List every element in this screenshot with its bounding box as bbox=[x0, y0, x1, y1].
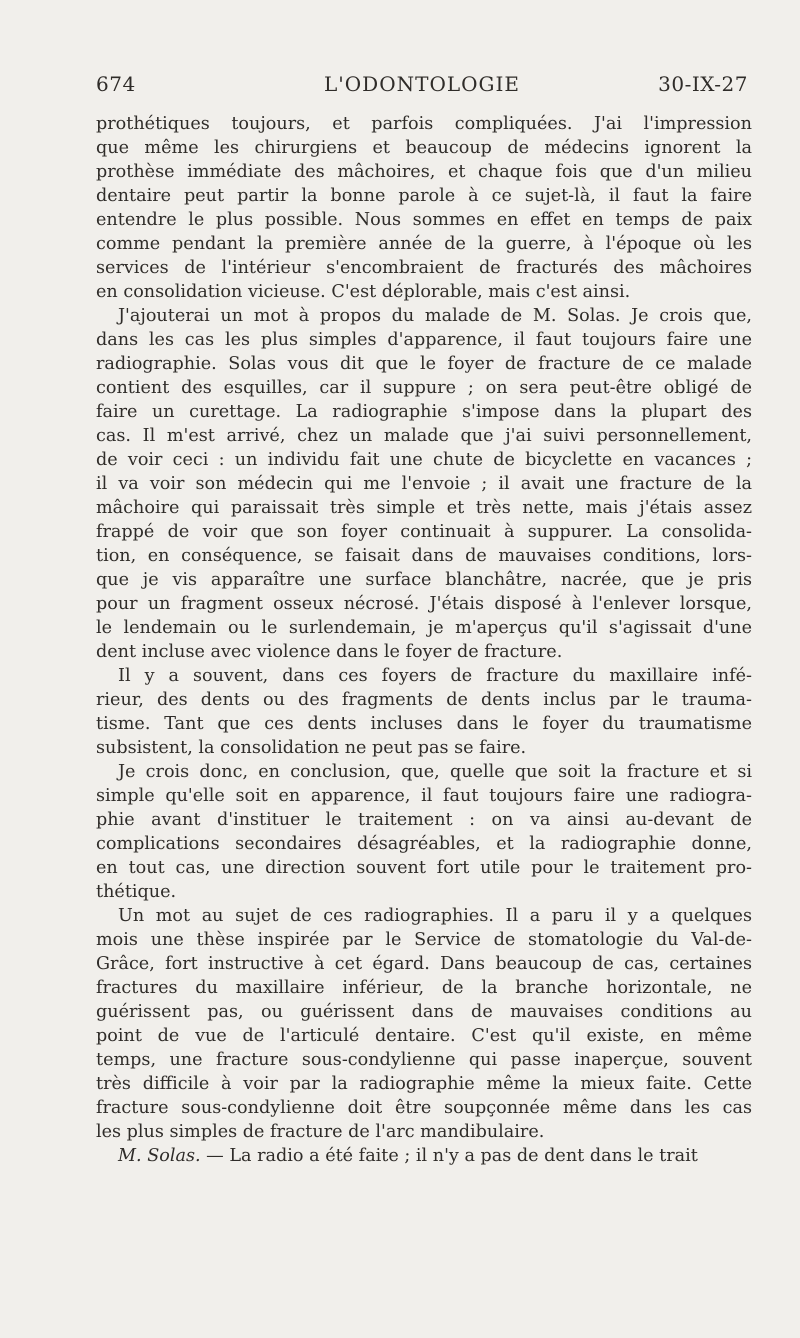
text-line: de voir ceci : un individu fait une chute de bicyclette en vacances ; bbox=[96, 450, 752, 470]
issue-date: 30-IX-27 bbox=[658, 72, 748, 96]
text-line: rieur, des dents ou des fragments de dents inclus par le trauma- bbox=[96, 690, 752, 710]
text-line: radiographie. Solas vous dit que le foyer de fracture de ce malade bbox=[96, 354, 752, 374]
text-line: subsistent, la consolidation ne peut pas se faire. bbox=[96, 738, 527, 758]
text-line: simple qu'elle soit en apparence, il faut toujours faire une radiogra- bbox=[96, 786, 752, 806]
text-line: Je crois donc, en conclusion, que, quelle que soit la fracture et si bbox=[118, 762, 752, 782]
text-line: contient des esquilles, car il suppure ; on sera peut-être obligé de bbox=[96, 378, 752, 398]
text-line: les plus simples de fracture de l'arc mandibulaire. bbox=[96, 1122, 545, 1142]
text-line: prothèse immédiate des mâchoires, et chaque fois que d'un milieu bbox=[96, 162, 752, 182]
text-line: mois une thèse inspirée par le Service de stomatologie du Val-de- bbox=[96, 930, 752, 950]
text-line: le lendemain ou le surlendemain, je m'aperçus qu'il s'agissait d'une bbox=[96, 618, 752, 638]
text-line: cas. Il m'est arrivé, chez un malade que j'ai suivi personnellement, bbox=[96, 426, 752, 446]
speaker-name: M. Solas. bbox=[118, 1146, 201, 1166]
text-line: dentaire peut partir la bonne parole à ce sujet-là, il faut la faire bbox=[96, 186, 752, 206]
text-line: Il y a souvent, dans ces foyers de fracture du maxillaire infé- bbox=[118, 666, 752, 686]
final-text-line bbox=[96, 1144, 752, 1168]
text-line: tisme. Tant que ces dents incluses dans le foyer du traumatisme bbox=[96, 714, 752, 734]
text-line: complications secondaires désagréables, et la radiographie donne, bbox=[96, 834, 752, 854]
text-line: services de l'intérieur s'encombraient de fracturés des mâchoires bbox=[96, 258, 752, 278]
text-line: pour un fragment osseux nécrosé. J'étais disposé à l'enlever lorsque, bbox=[96, 594, 752, 614]
text-line: temps, une fracture sous-condylienne qui passe inaperçue, souvent bbox=[96, 1050, 752, 1070]
text-line: faire un curettage. La radiographie s'impose dans la plupart des bbox=[96, 402, 752, 422]
text-line: fractures du maxillaire inférieur, de la branche horizontale, ne bbox=[96, 978, 752, 998]
text-line: point de vue de l'articulé dentaire. C'est qu'il existe, en même bbox=[96, 1026, 752, 1046]
text-line: Grâce, fort instructive à cet égard. Dans beaucoup de cas, certaines bbox=[96, 954, 752, 974]
text-line: phie avant d'instituer le traitement : on va ainsi au-devant de bbox=[96, 810, 752, 830]
speaker-text: — La radio a été faite ; il n'y a pas de dent dans le trait bbox=[200, 1146, 698, 1166]
text-line: en consolidation vicieuse. C'est déplorable, mais c'est ainsi. bbox=[96, 282, 631, 302]
journal-title: L'ODONTOLOGIE bbox=[324, 72, 520, 96]
text-line: très difficile à voir par la radiographie même la mieux faite. Cette bbox=[96, 1074, 752, 1094]
body-text bbox=[96, 112, 752, 1168]
text-line: que je vis apparaître une surface blanchâtre, nacrée, que je pris bbox=[96, 570, 752, 590]
text-line: Un mot au sujet de ces radiographies. Il a paru il y a quelques bbox=[118, 906, 752, 926]
text-line: comme pendant la première année de la guerre, à l'époque où les bbox=[96, 234, 752, 254]
text-line: dans les cas les plus simples d'apparence, il faut toujours faire une bbox=[96, 330, 752, 350]
text-line: que même les chirurgiens et beaucoup de médecins ignorent la bbox=[96, 138, 752, 158]
page-number: 674 bbox=[96, 72, 136, 96]
text-line: mâchoire qui paraissait très simple et très nette, mais j'étais assez bbox=[96, 498, 752, 518]
text-line: prothétiques toujours, et parfois compliquées. J'ai l'impression bbox=[96, 114, 752, 134]
running-header bbox=[96, 72, 748, 102]
text-line: guérissent pas, ou guérissent dans de mauvaises conditions au bbox=[96, 1002, 752, 1022]
text-line: frappé de voir que son foyer continuait à suppurer. La consolida- bbox=[96, 522, 752, 542]
text-line: J'ajouterai un mot à propos du malade de M. Solas. Je crois que, bbox=[118, 306, 752, 326]
text-line: dent incluse avec violence dans le foyer de fracture. bbox=[96, 642, 563, 662]
text-line: en tout cas, une direction souvent fort utile pour le traitement pro- bbox=[96, 858, 752, 878]
text-line: tion, en conséquence, se faisait dans de mauvaises conditions, lors- bbox=[96, 546, 752, 566]
text-line: il va voir son médecin qui me l'envoie ; il avait une fracture de la bbox=[96, 474, 752, 494]
text-line: entendre le plus possible. Nous sommes en effet en temps de paix bbox=[96, 210, 752, 230]
text-line: fracture sous-condylienne doit être soupçonnée même dans les cas bbox=[96, 1098, 752, 1118]
text-line: thétique. bbox=[96, 882, 177, 902]
